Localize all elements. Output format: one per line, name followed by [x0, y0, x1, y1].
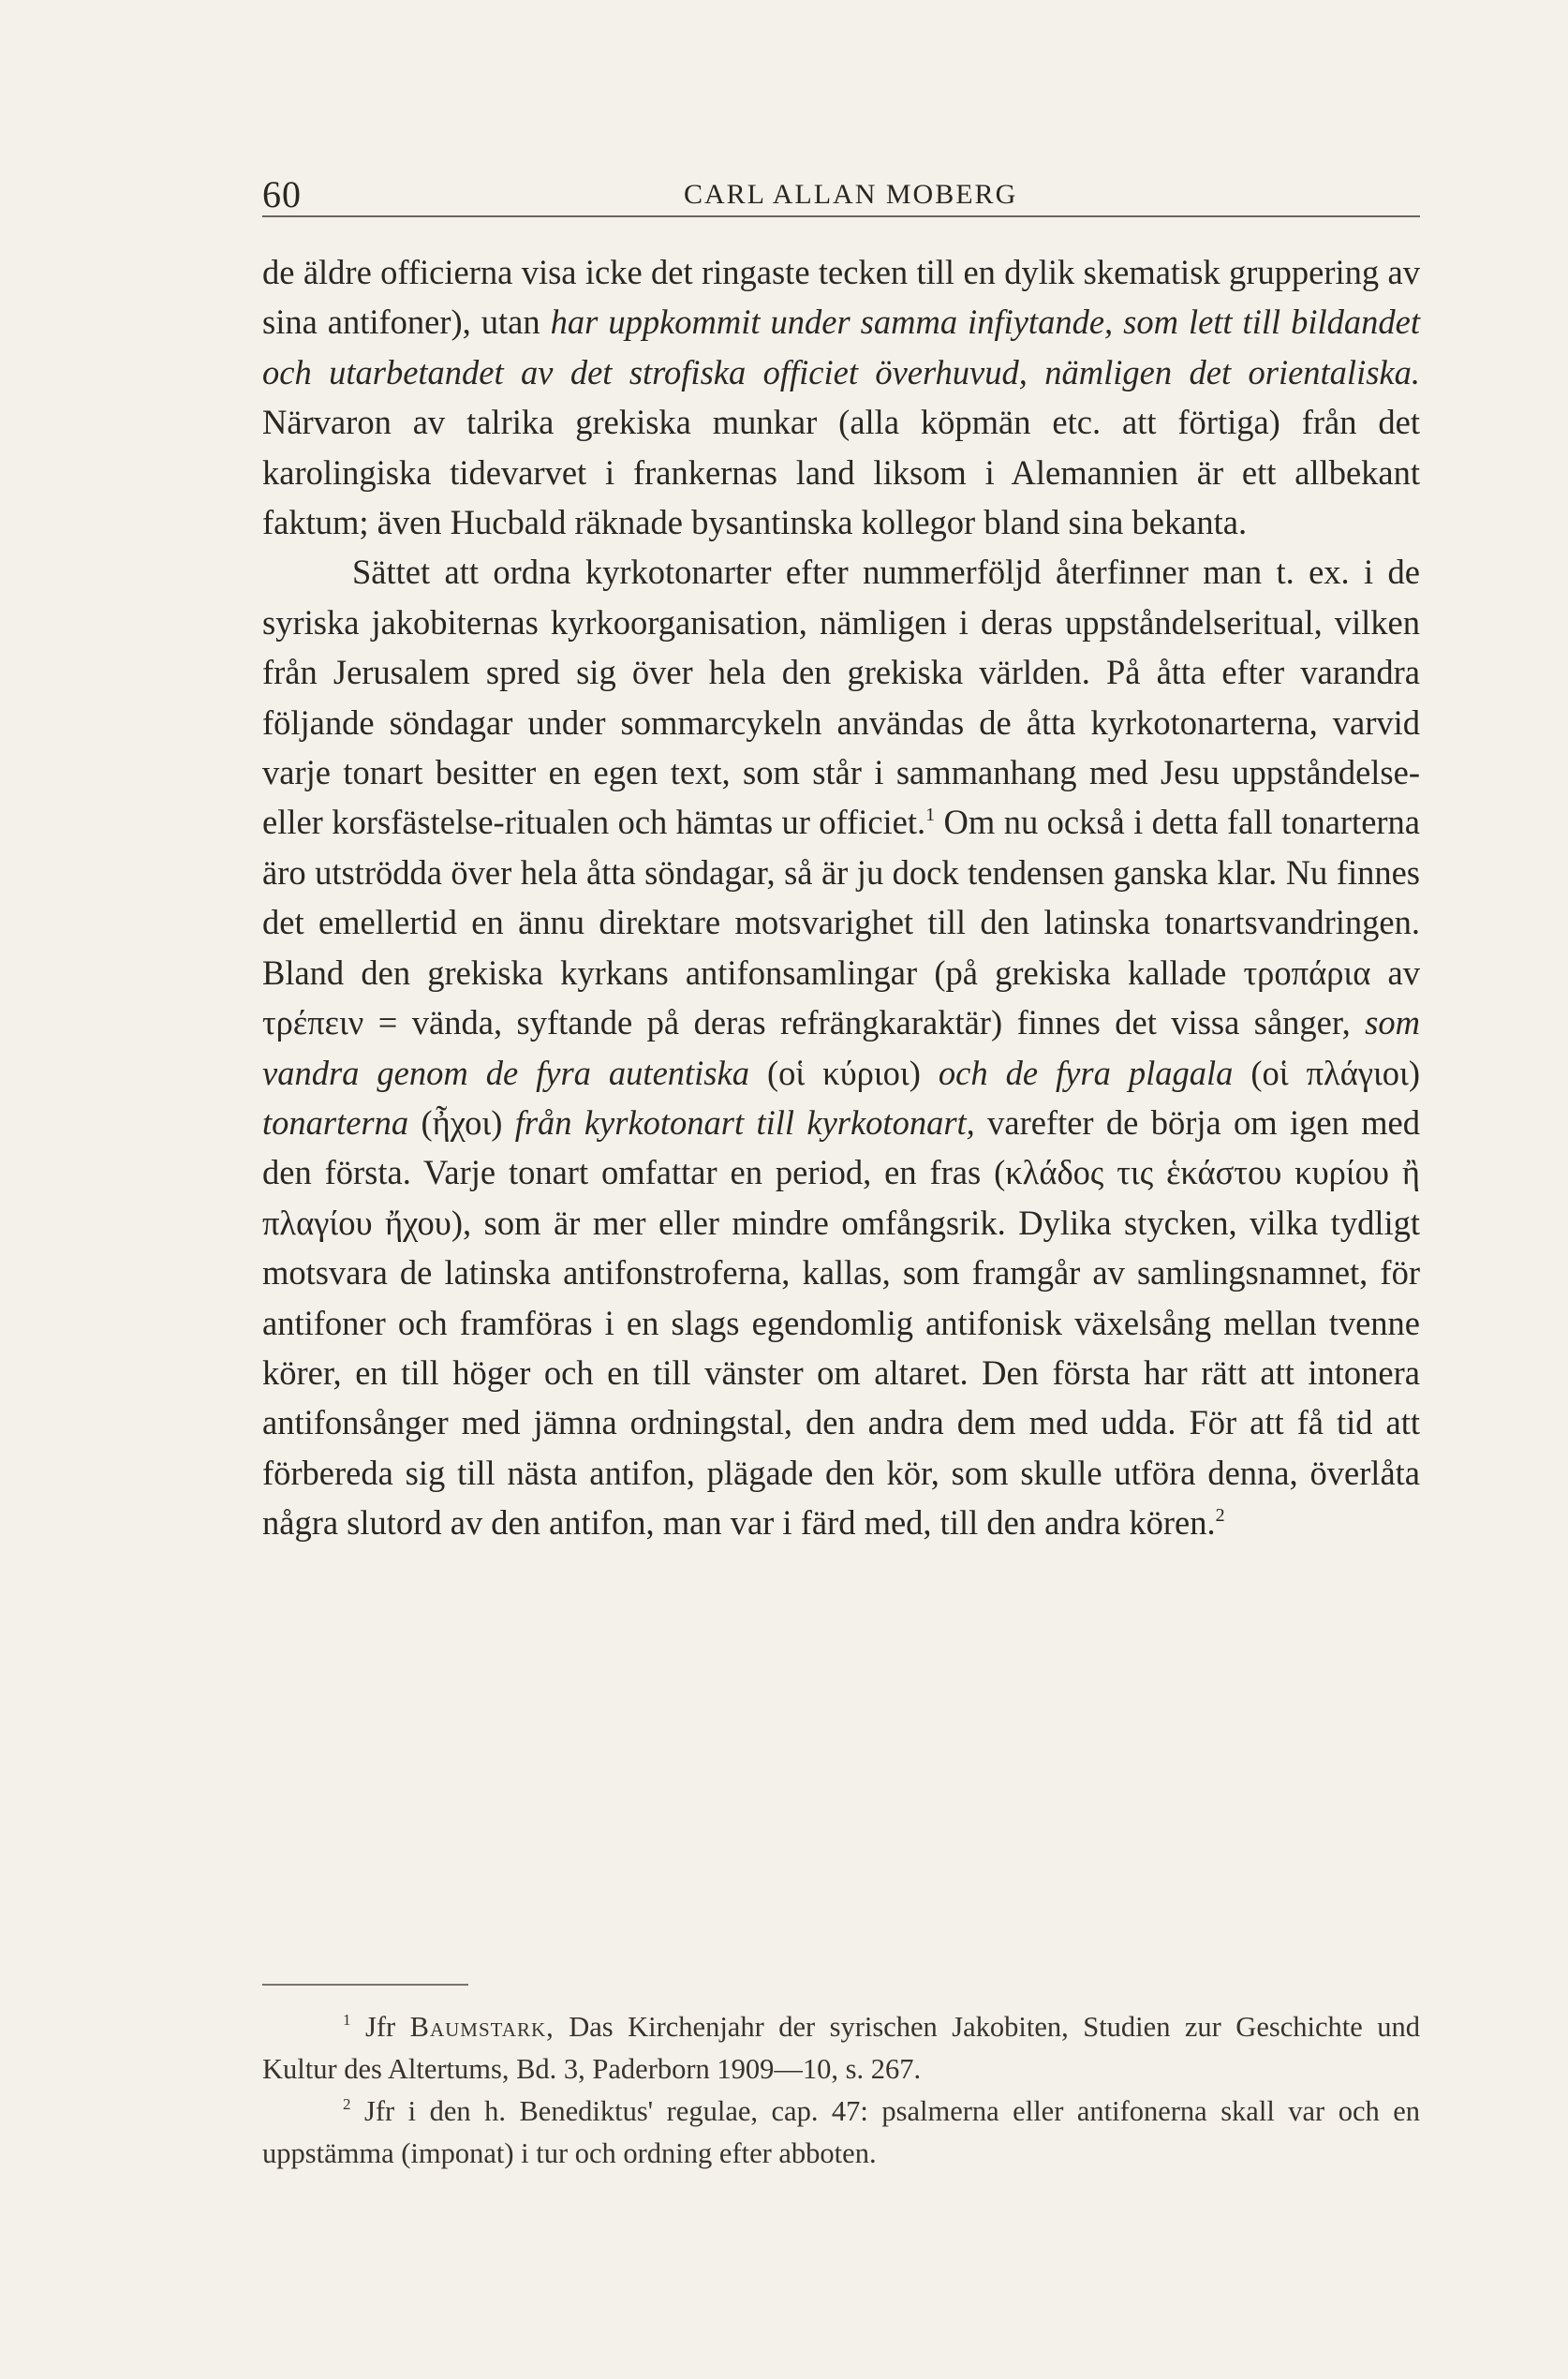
paragraph-2-italic-b: och de fyra plagala — [938, 1053, 1234, 1092]
footnote-1-author: Baumstark, — [409, 2011, 555, 2043]
paragraph-2-greek-c: (ἦχοι) — [408, 1102, 515, 1142]
page-number: 60 — [262, 173, 302, 215]
paragraph-1-text-a: de äldre officierna visa icke det ringaste tecken till en dylik skematisk gruppering av sina antifoner), utan — [262, 253, 1420, 342]
paragraph-2-italic-d: från kyrkotonart till kyrkotonart, — [514, 1102, 975, 1142]
footnote-2-text: Jfr i den h. Benediktus' regulae, cap. 47: psalmerna eller antifonerna skall var och en uppstämma (imponat) i tur och ordning efter abboten. — [262, 2095, 1420, 2169]
paragraph-2-italic-a: som vandra genom de fyra autentiska — [262, 1003, 1420, 1092]
paragraph-2-greek-b: (οἱ πλάγιοι) — [1233, 1053, 1421, 1092]
running-title: CARL ALLAN MOBERG — [684, 179, 1018, 210]
footnote-2-marker: 2 — [343, 2095, 351, 2113]
footnote-1 — [262, 2006, 1420, 2091]
paragraph-1 — [262, 247, 1420, 547]
footnote-ref-2[interactable]: 2 — [1215, 1505, 1225, 1527]
paragraph-2-text-c: varefter de börja om igen med den första. Varje tonart omfattar en period, en fras (κλάδος τις ἑκάστου κυρίου ἢ πλαγίου ἤχου), som är mer eller mindre omfångsrik. Dylika stycken, vilka tydligt motsvara de latinska antifonstroferna, kallas, som framgår av samlingsnamnet, för antifoner och framföras i en slags egendomlig antifonisk växelsång mellan tvenne körer, en till höger och en till vänster om altaret. Den första har rätt att intonera antifonsånger med jämna ordningstal, den andra dem med udda. För att få tid att förbereda sig till nästa antifon, plägade den kör, som skulle utföra denna, överlåta några slutord av den antifon, man var i färd med, till den andra kören. — [262, 1102, 1420, 1543]
paragraph-2-italic-c: tonarterna — [262, 1102, 409, 1142]
footnotes — [262, 2006, 1420, 2175]
footnote-1-marker: 1 — [343, 2011, 351, 2029]
paragraph-1-italic: har uppkommit under samma infiytande, som lett till bildandet och utarbetandet av det strofiska officiet överhuvud, nämligen det orientaliska. — [262, 303, 1420, 392]
footnote-1-pre: Jfr — [350, 2011, 410, 2043]
paragraph-2-text-b: Om nu också i detta fall tonarterna äro utströdda över hela åtta söndagar, så är ju dock tendensen ganska klar. Nu finnes det emellertid en ännu direktare motsvarighet till den latinska tonartsvandringen. Bland den grekiska kyrkans antifonsamlingar (på grekiska kallade τροπάρια av τρέπειν = vända, syftande på deras refrängkaraktär) finnes det vissa sånger, — [262, 803, 1420, 1042]
footnote-divider — [262, 1984, 468, 1986]
paragraph-2-text-a: Sättet att ordna kyrkotonarter efter nummerföljd återfinner man t. ex. i de syriska jakobiternas kyrkoorganisation, nämligen i deras uppståndelseritual, vilken från Jerusalem spred sig över hela den grekiska världen. På åtta efter varandra följande söndagar under sommarcykeln användas de åtta kyrkotonarterna, varvid varje tonart besitter en egen text, som står i sammanhang med Jesu uppståndelse- eller korsfästelse-ritualen och hämtas ur officiet. — [262, 553, 1420, 842]
footnote-1-text: Das Kirchenjahr der syrischen Jakobiten, Studien zur Geschichte und Kultur des Altertums, Bd. 3, Paderborn 1909—10, s. 267. — [262, 2011, 1421, 2085]
footnote-2 — [262, 2091, 1420, 2175]
running-head — [262, 167, 1420, 217]
paragraph-1-text-b: Närvaron av talrika grekiska munkar (alla köpmän etc. att förtiga) från det karolingiska tidevarvet i frankernas land liksom i Alemannien är ett allbekant faktum; även Hucbald räknade bysantinska kollegor bland sina bekanta. — [262, 403, 1420, 542]
paragraph-2-greek-a: (οἱ κύριοι) — [748, 1053, 939, 1092]
footnote-ref-1[interactable]: 1 — [925, 805, 936, 826]
body-text — [262, 247, 1420, 1548]
paragraph-2 — [262, 547, 1420, 1547]
